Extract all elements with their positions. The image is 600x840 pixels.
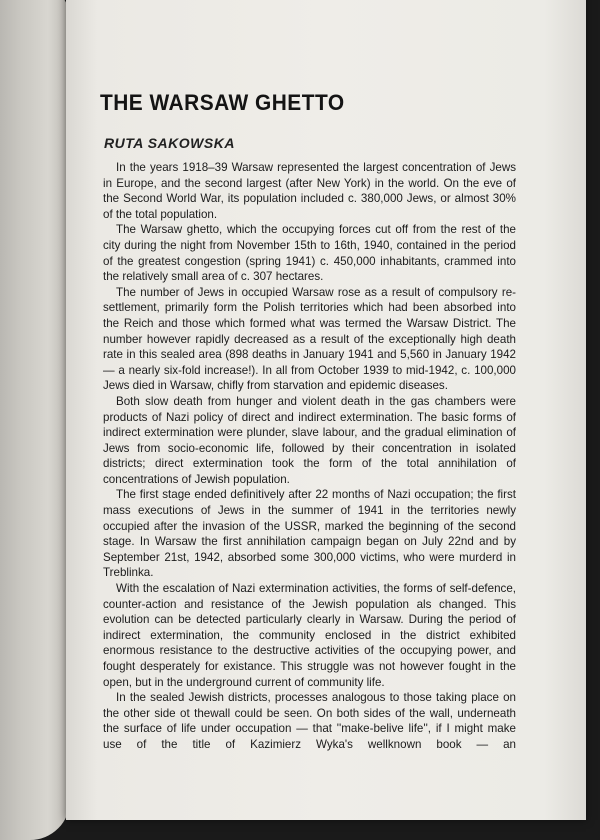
page-title: THE WARSAW GHETTO xyxy=(100,90,345,115)
paragraph-1: In the years 1918–39 Warsaw represented the largest concentration of Jews in Europe, and the second largest (after New York) in the world. On the eve of the Second World War, its population included c. 380,000 Jews, or almost 30% of the total population. xyxy=(103,161,516,221)
author-name: RUTA SAKOWSKA xyxy=(104,135,235,151)
article-body xyxy=(103,160,516,753)
paragraph-6: With the escalation of Nazi extermination activities, the forms of self-defence, counter-action and resistance of the Jewish population als changed. This evolution can be detected particularly clearly in Warsaw. During the period of indirect extermination, the community enclosed in the district exhibited enormous resistance to the destructive activities of the occupying power, and fought desperately for existance. This struggle was not however fought in the open, but in the underground current of community life. xyxy=(103,582,516,689)
paragraph-4: Both slow death from hunger and violent death in the gas chambers were products of Nazi policy of direct and indirect extermination. The basic forms of indirect extermination were plunder, slave labour, and the gradual elimination of Jews from socio-economic life, followed by their concentration in isolated districts; direct extermination took the form of the total annihilation of concentrations of Jewish population. xyxy=(103,394,516,486)
paragraph-5: The first stage ended definitively after 22 months of Nazi occupation; the first mass executions of Jews in the summer of 1941 in the territories newly occupied after the invasion of the USSR, marked the beginning of the second stage. In Warsaw the first annihilation campaign began on July 22nd and by September 21st, 1942, absorbed some 300,000 victims, who were murderd in Treblinka. xyxy=(103,488,516,580)
left-page xyxy=(0,0,70,840)
paragraph-7: In the sealed Jewish districts, processes analogous to those taking place on the other side ot thewall could be seen. On both sides of the wall, underneath the surface of life under occupation — that ''make-belive life'', if I might make use of the title of Kazimierz Wyka's wellknown book — an xyxy=(103,691,516,751)
paragraph-3: The number of Jews in occupied Warsaw rose as a result of compulsory re-settlement, primarily form the Polish territories which had been absorbed into the Reich and those which formed what was termed the Warsaw District. The number however rapidly decreased as a result of the exceptionally high death rate in this sealed area (898 deaths in January 1941 and 5,560 in January 1942 — a nearly six-fold increase!). In all from October 1939 to mid-1942, c. 100,000 Jews died in Warsaw, chifly from starvation and epidemic diseases. xyxy=(103,285,516,393)
paragraph-2: The Warsaw ghetto, which the occupying forces cut off from the rest of the city during the night from November 15th to 16th, 1940, contained in the period of the greatest congestion (spring 1941) c. 450,000 inhabitants, crammed into the relatively small area of c. 307 hectares. xyxy=(103,223,516,284)
